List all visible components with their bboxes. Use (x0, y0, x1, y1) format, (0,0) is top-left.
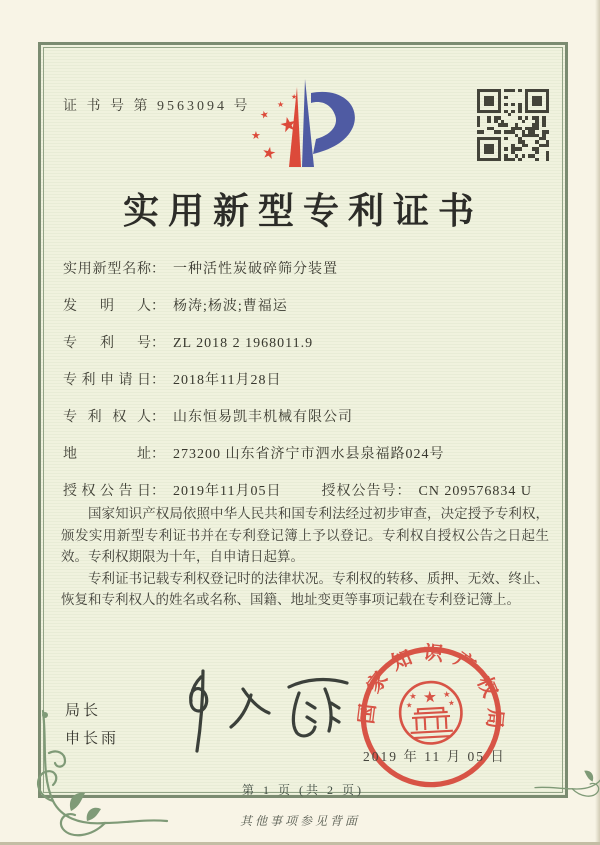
colon: ： (396, 484, 411, 499)
director-name: 申长雨 (65, 731, 120, 747)
field-patent-number (63, 333, 541, 355)
field-value: 2018年11月28日 (173, 373, 282, 388)
field-label: 专利号 (63, 336, 151, 351)
svg-text:★: ★ (442, 688, 451, 700)
certificate-number: 证 书 号 第 9563094 号 (63, 99, 251, 114)
colon: ： (151, 336, 165, 351)
grant-date-value: 2019年11月05日 (173, 484, 282, 499)
field-value: 山东恒易凯丰机械有限公司 (173, 410, 353, 425)
colon: ： (151, 373, 165, 388)
legal-paragraph-1: 国家知识产权局依照中华人民共和国专利法经过初步审查，决定授予专利权，颁发实用新型专利证书并在专利登记簿上予以登记。专利权自授权公告之日起生效。专利权期限为十年，自申请日起算。 (61, 506, 549, 564)
certificate-frame (38, 42, 568, 798)
svg-text:★: ★ (447, 698, 455, 708)
field-label: 地址 (63, 447, 151, 462)
field-value: 杨涛;杨波;曹福运 (173, 299, 288, 314)
field-label: 专利权人 (63, 410, 151, 425)
director-signature-handwriting-icon (161, 663, 376, 763)
svg-text:★: ★ (260, 144, 278, 164)
colon: ： (151, 447, 165, 462)
field-label: 专利申请日 (63, 373, 151, 388)
field-invention-name (63, 259, 541, 281)
svg-text:★: ★ (405, 700, 413, 710)
legal-paragraph-2: 专利证书记载专利权登记时的法律状况。专利权的转移、质押、无效、终止、恢复和专利权人的姓名或名称、国籍、地址变更等事项记载在专利登记簿上。 (61, 570, 549, 607)
colon: ： (151, 262, 165, 277)
official-seal-icon (353, 639, 509, 795)
field-inventors (63, 296, 541, 318)
field-address (63, 444, 541, 466)
svg-text:★: ★ (277, 100, 285, 109)
page-number: 第 1 页 (共 2 页) (242, 783, 364, 797)
signature-block (65, 697, 119, 753)
field-value: ZL 2018 2 1968011.9 (173, 336, 314, 351)
certificate-fields (63, 259, 541, 503)
svg-text:★: ★ (422, 688, 438, 707)
grant-number-value: CN 209576834 U (418, 484, 533, 499)
cnipa-logo-icon (239, 73, 369, 178)
field-label: 发明人 (63, 299, 151, 314)
svg-text:★: ★ (277, 112, 300, 138)
field-value: 一种活性炭破碎筛分装置 (173, 262, 338, 277)
national-emblem-icon (399, 681, 463, 745)
svg-text:★: ★ (291, 93, 298, 101)
legal-text (61, 503, 549, 611)
field-label: 实用新型名称 (63, 262, 151, 277)
colon: ： (151, 484, 165, 499)
scan-edge-shadow-right (595, 0, 600, 845)
grant-number-label: 授权公告号 (321, 484, 397, 499)
field-patentee (63, 407, 541, 429)
svg-text:★: ★ (251, 130, 261, 142)
seal-ring-text: 国家知识产权局 (355, 641, 507, 740)
qr-code (477, 89, 549, 161)
colon: ： (151, 410, 165, 425)
back-note: 其他事项参见背面 (239, 814, 360, 828)
field-grant-row (63, 481, 541, 503)
field-value: 273200 山东省济宁市泗水县泉福路024号 (173, 447, 445, 462)
field-filing-date (63, 370, 541, 392)
certificate-title: 实用新型专利证书 (122, 191, 483, 231)
svg-text:★: ★ (408, 690, 418, 702)
colon: ： (151, 299, 165, 314)
seal-date: 2019 年 11 月 05 日 (363, 749, 506, 764)
director-title: 局长 (65, 703, 102, 719)
field-label: 授权公告日 (63, 484, 151, 499)
svg-text:★: ★ (258, 108, 271, 122)
